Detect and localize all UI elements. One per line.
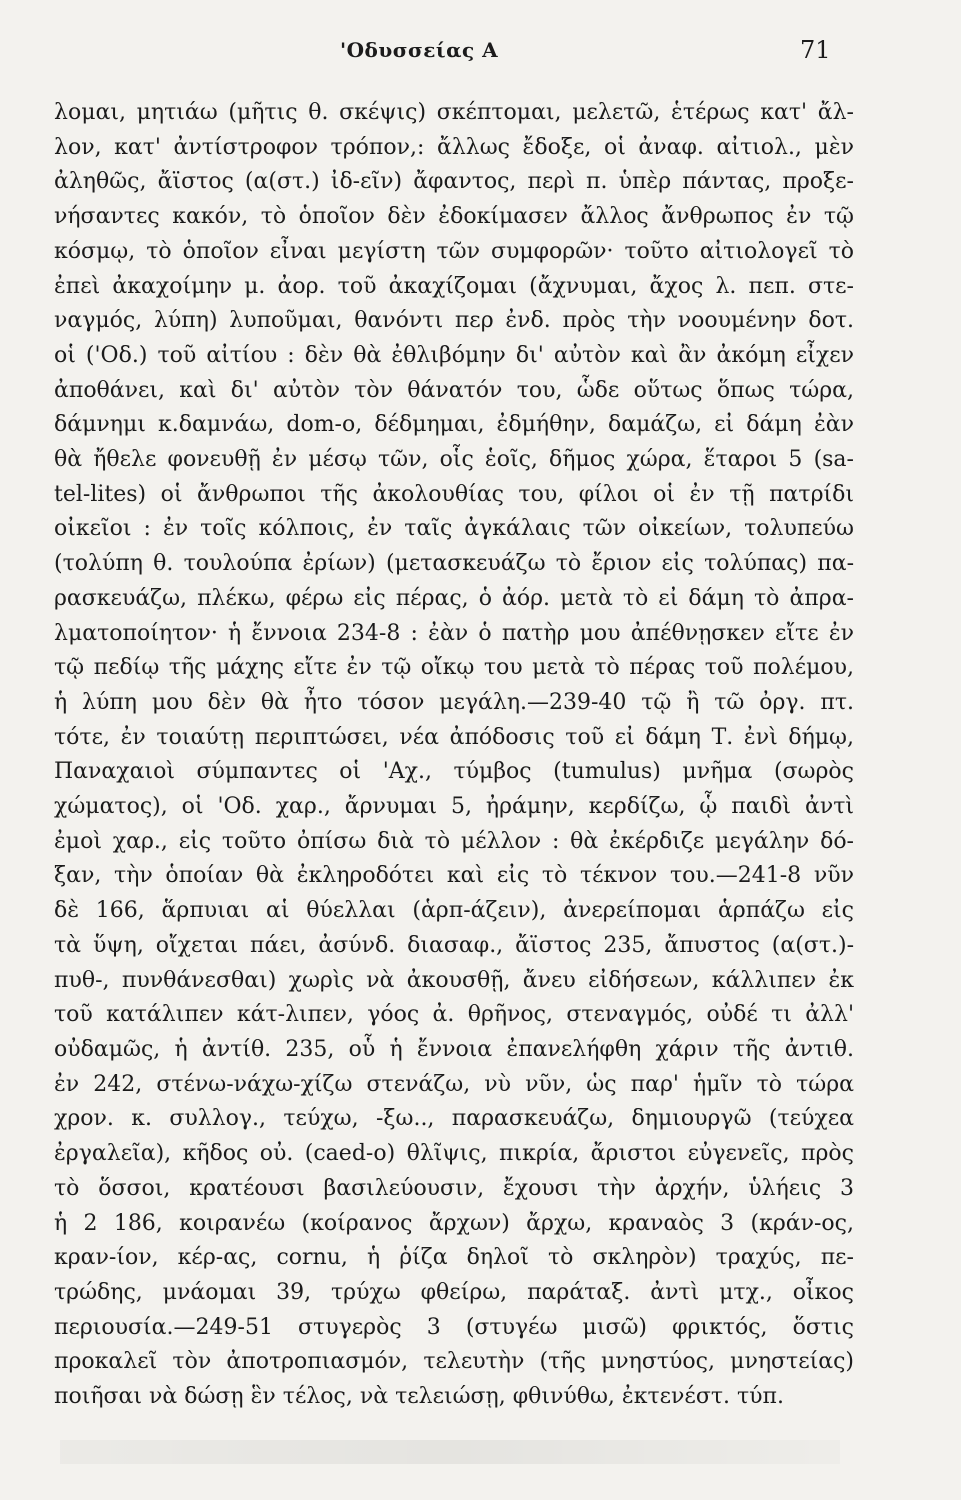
faint-bleedthrough: [60, 1440, 840, 1464]
text-line: θὰ ἤθελε φονευθῇ ἐν μέσῳ τῶν, οἷς ἑοῖς, δῆμος χώρα, ἕταροι 5 (sa-: [54, 447, 854, 473]
text-line: πυθ-, πυνθάνεσθαι) χωρὶς νὰ ἀκουσθῇ, ἄνευ εἰδήσεων, κάλλιπεν ἐκ: [54, 967, 854, 993]
text-line: τῷ πεδίῳ τῆς μάχης εἴτε ἐν τῷ οἴκῳ του μετὰ τὸ πέρας τοῦ πολέμου,: [54, 655, 854, 681]
text-line: κόσμῳ, τὸ ὁποῖον εἶναι μεγίστη τῶν συμφορῶν· τοῦτο αἰτιολογεῖ τὸ: [54, 238, 854, 264]
text-line: ἀποθάνει, καὶ δι' αὐτὸν τὸν θάνατόν του, ὧδε οὕτως ὅπως τώρα,: [54, 377, 854, 403]
text-line: τρώδης, μνάομαι 39, τρύχω φθείρω, παράταξ. ἀντὶ μτχ., οἶκος: [54, 1279, 854, 1305]
text-line: δάμνημι κ.δαμνάω, dom-o, δέδμημαι, ἐδμήθην, δαμάζω, εἰ δάμη ἐὰν: [54, 412, 854, 438]
text-line: ναγμός, λύπη) λυποῦμαι, θανόντι περ ἐνδ. πρὸς τὴν νοουμένην δοτ.: [54, 308, 854, 334]
text-line: τὰ ὕψη, οἴχεται πάει, ἀσύνδ. διασαφ., ἄϊστος 235, ἄπυστος (α(στ.)-: [54, 932, 854, 958]
text-line: ἐργαλεῖα), κῆδος οὐ. (caed-o) θλῖψις, πικρία, ἄριστοι εὐγενεῖς, πρὸς: [54, 1141, 854, 1167]
text-line: ἐν 242, στένω-νάχω-χίζω στενάζω, νὺ νῦν, ὡς παρ' ἡμῖν τὸ τώρα: [54, 1071, 854, 1097]
text-line: ξαν, τὴν ὁποίαν θὰ ἐκληροδότει καὶ εἰς τὸ τέκνον του.—241-8 νῦν: [54, 863, 854, 889]
text-line: τότε, ἐν τοιαύτῃ περιπτώσει, νέα ἀπόδοσις τοῦ εἰ δάμη Τ. ἐνὶ δήμῳ,: [54, 724, 854, 750]
text-line: κραν-ίον, κέρ-ας, cornu, ἡ ῥίζα δηλοῖ τὸ σκληρὸν) τραχύς, πε-: [54, 1245, 854, 1271]
text-line: ἐπεὶ ἀκαχοίμην μ. ἀορ. τοῦ ἀκαχίζομαι (ἄχνυμαι, ἄχος λ. πεπ. στε-: [54, 273, 854, 299]
text-line: tel-lites) οἱ ἄνθρωποι τῆς ἀκολουθίας του, φίλοι οἱ ἐν τῇ πατρίδι: [54, 481, 854, 507]
text-line: ἐμοὶ χαρ., εἰς τοῦτο ὀπίσω διὰ τὸ μέλλον : θὰ ἐκέρδιζε μεγάλην δό-: [54, 828, 854, 854]
text-line: προκαλεῖ τὸν ἀποτροπιασμόν, τελευτὴν (τῆς μνηστύος, μνηστείας): [54, 1349, 854, 1375]
text-line: χρον. κ. συλλογ., τεύχω, -ξω.., παρασκευάζω, δημιουργῶ (τεύχεα: [54, 1106, 854, 1132]
text-line: λον, κατ' ἀντίστροφον τρόπον,: ἄλλως ἔδοξε, οἱ ἀναφ. αἰτιολ., μὲν: [54, 134, 854, 160]
text-line: (τολύπη θ. τουλούπα ἐρίων) (μετασκευάζω τὸ ἔριον εἰς τολύπας) πα-: [54, 551, 854, 577]
text-line: Παναχαιοὶ σύμπαντες οἱ 'Αχ., τύμβος (tumulus) μνῆμα (σωρὸς: [54, 759, 854, 785]
text-line: οὐδαμῶς, ἡ ἀντίθ. 235, οὗ ἡ ἔννοια ἐπανελήφθη χάριν τῆς ἀντιθ.: [54, 1036, 854, 1062]
text-line: λομαι, μητιάω (μῆτις θ. σκέψις) σκέπτομαι, μελετῶ, ἑτέρως κατ' ἄλ-: [54, 100, 854, 125]
text-line: χώματος), οἱ 'Οδ. χαρ., ἄρνυμαι 5, ἠράμην, κερδίζω, ᾧ παιδὶ ἀντὶ: [54, 794, 854, 820]
text-line: ρασκευάζω, πλέκω, φέρω εἰς πέρας, ὁ ἀόρ. μετὰ τὸ εἰ δάμη τὸ ἀπρα-: [54, 585, 854, 611]
text-line: τοῦ κατάλιπεν κάτ-λιπεν, γόος ἀ. θρῆνος, στεναγμός, οὐδέ τι ἀλλ': [54, 1002, 854, 1028]
page-number: 71: [800, 36, 831, 64]
running-head: 'Οδυσσείας Α: [340, 38, 499, 62]
text-line: οἰκεῖοι : ἐν τοῖς κόλποις, ἐν ταῖς ἀγκάλαις τῶν οἰκείων, τολυπεύω: [54, 516, 854, 542]
text-line: λματοποίητον· ἡ ἔννοια 234-8 : ἐὰν ὁ πατὴρ μου ἀπέθνῃσκεν εἴτε ἐν: [54, 620, 854, 646]
commentary-text: [54, 96, 854, 1415]
text-line: δὲ 166, ἅρπυιαι αἱ θύελλαι (ἁρπ-άζειν), ἀνερείπομαι ἁρπάζω εἰς: [54, 898, 854, 924]
text-line: οἱ ('Οδ.) τοῦ αἰτίου : δὲν θὰ ἐθλιβόμην δι' αὐτὸν καὶ ἂν ἀκόμη εἶχεν: [54, 342, 854, 368]
text-line: ἡ λύπη μου δὲν θὰ ἦτο τόσον μεγάλη.—239-40 τῷ ἢ τῶ ὀργ. πτ.: [54, 689, 854, 715]
text-line: τὸ ὅσσοι, κρατέουσι βασιλεύουσιν, ἔχουσι τὴν ἀρχήν, ὑλήεις 3: [54, 1175, 854, 1201]
text-line: ποιῆσαι νὰ δώσῃ ἓν τέλος, νὰ τελειώσῃ, φθινύθω, ἐκτενέστ. τύπ.: [54, 1384, 784, 1410]
text-line: ἡ 2 186, κοιρανέω (κοίρανος ἄρχων) ἄρχω, κραναὸς 3 (κράν-ος,: [54, 1210, 854, 1236]
text-line: νήσαντες κακόν, τὸ ὁποῖον δὲν ἐδοκίμασεν ἄλλος ἄνθρωπος ἐν τῷ: [54, 204, 854, 230]
text-line: ἀληθῶς, ἄϊστος (α(στ.) ἰδ-εῖν) ἄφαντος, περὶ π. ὑπὲρ πάντας, προξε-: [54, 169, 854, 195]
text-line: περιουσία.—249-51 στυγερὸς 3 (στυγέω μισῶ) φρικτός, ὅστις: [54, 1314, 854, 1340]
